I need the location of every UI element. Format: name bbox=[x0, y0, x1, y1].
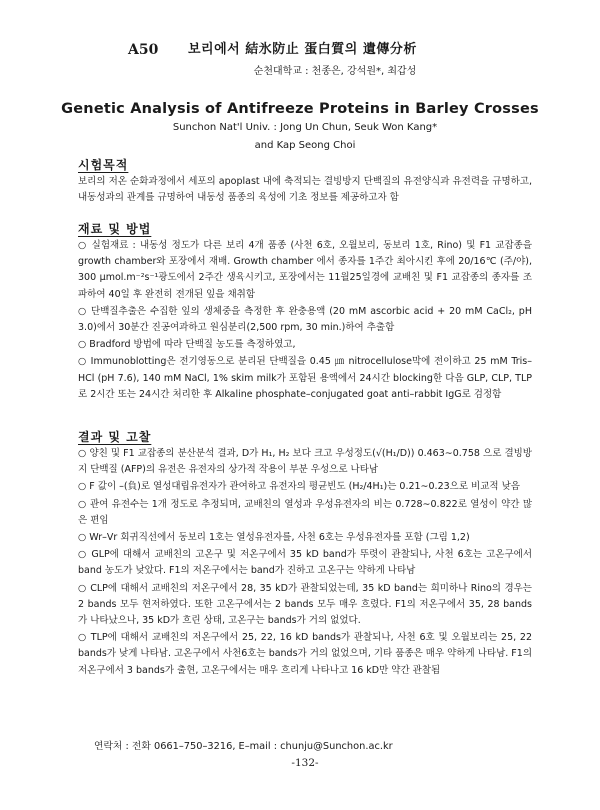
english-authors-line-1: Sunchon Nat'l Univ. : Jong Un Chun, Seuk Won Kang* bbox=[172, 122, 438, 133]
methods-heading: 재료 및 방법 bbox=[78, 222, 152, 236]
methods-item: ○ 실험재료 : 내동성 정도가 다른 보리 4개 품종 (사천 6호, 오월보리, 동보리 1호, Rino) 및 F1 교잡종을 growth chamber와 포장에서 재배. Growth chamber 에서 종자를 1주간 최아시킨 후에 20/16℃ (주/야), 300 μmol.m⁻²s⁻¹광도에서 2주간 생육시키고, 포장에서는 11월25일경에 교배친 및 F1 교잡종의 종자를 조파하여 40일 후 완전히 전개된 잎을 채취함 bbox=[78, 240, 532, 300]
results-item: ○ 관여 유전수는 1개 정도로 추정되며, 교배친의 열성과 우성유전자의 비는 0.728∼0.822로 열성이 약간 많은 편임 bbox=[78, 498, 532, 526]
korean-authors: 순천대학교 : 천종은, 강석원*, 최갑성 bbox=[253, 66, 417, 77]
korean-title: 보리에서 結氷防止 蛋白質의 遺傳分析 bbox=[188, 42, 417, 57]
contact-info: 연락처 : 전화 0661–750–3216, E–mail : chunju@Sunchon.ac.kr bbox=[94, 741, 393, 752]
methods-item: ○ Immunoblotting은 전기영동으로 분리된 단백질을 0.45 ㎛ nitrocellulose막에 전이하고 25 mM Tris–HCl (pH 7.6), 140 mM NaCl, 1% skim milk가 포함된 용액에서 24시간 blocking한 다음 GLP, CLP, TLP 로 2시간 또는 24시간 처리한 후 Alkaline phosphate–conjugated goat anti–rabbit IgG로 검정함 bbox=[78, 356, 532, 400]
english-title: Genetic Analysis of Antifreeze Proteins in Barley Crosses bbox=[61, 101, 539, 117]
results-item: ○ 양친 및 F1 교잡종의 분산분석 결과, D가 H₁, H₂ 보다 크고 우성정도(√(H₁/D)) 0.463∼0.758 으로 결빙방지 단백질 (AFP)의 유전은 유전자의 상가적 작용이 부분 우성으로 나타남 bbox=[78, 448, 532, 476]
methods-body bbox=[78, 238, 532, 404]
results-item: ○ Wr–Vr 회귀직선에서 동보리 1호는 열성유전자를, 사천 6호는 우성유전자를 포함 (그림 1,2) bbox=[78, 532, 470, 544]
methods-item: ○ 단백질추출은 수집한 잎의 생체중을 측정한 후 완충용액 (20 mM ascorbic acid + 20 mM CaCl₂, pH 3.0)에서 30분간 진공여과하고 원심분리(2,500 rpm, 30 min.)하여 추출함 bbox=[78, 305, 532, 334]
paper-id: A50 bbox=[128, 42, 159, 58]
korean-header bbox=[128, 40, 508, 60]
results-item: ○ TLP에 대해서 교배친의 저온구에서 25, 22, 16 kD bands가 관찰되나, 사천 6호 및 오월보리는 25, 22 bands가 낮게 나타남. 고온구에서 사천6호는 bands가 거의 없었으며, 기타 품종은 매우 약하게 나타남. F1의 저온구에서 3 bands가 출현, 고온구에서는 매우 흐리게 나타나고 16 kD만 약간 관찰됨 bbox=[78, 632, 532, 676]
results-item: ○ F 값이 –(負)로 열성대립유전자가 관여하고 유전자의 평균빈도 (H₂/4H₁)는 0.21∼0.23으로 비교적 낮음 bbox=[78, 481, 520, 493]
purpose-heading: 시험목적 bbox=[78, 158, 129, 172]
results-item: ○ GLP에 대해서 교배친의 고온구 및 저온구에서 35 kD band가 뚜렷이 관찰되나, 사천 6호는 고온구에서 band 농도가 낮았다. F1의 저온구에서는 band가 진하고 고온구는 약하게 나타남 bbox=[78, 549, 532, 577]
methods-item: ○ Bradford 방법에 따라 단백질 농도를 측정하였고, bbox=[78, 339, 296, 351]
results-body bbox=[78, 446, 532, 680]
page-number: -132- bbox=[291, 757, 319, 769]
results-heading: 결과 및 고찰 bbox=[78, 430, 152, 444]
results-item: ○ CLP에 대해서 교배친의 저온구에서 28, 35 kD가 관찰되었는데, 35 kD band는 희미하나 Rino의 경우는 2 bands 모두 현저하였다. 또한 고온구에서는 2 bands 모두 매우 흐렸다. F1의 저온구에서 35, 28 bands가 나타났으나, 35 kD가 흐린 상태, 고온구는 bands가 거의 없었다. bbox=[78, 582, 532, 627]
purpose-body bbox=[78, 174, 532, 207]
english-authors-line-2: and Kap Seong Choi bbox=[254, 140, 356, 151]
purpose-text: 보리의 저온 순화과정에서 세포의 apoplast 내에 축적되는 결빙방지 단백질의 유전양식과 유전력을 규명하고, 내동성과의 관계를 규명하여 내동성 품종의 육성에 기초 정보를 제공하고자 함 bbox=[78, 176, 532, 204]
